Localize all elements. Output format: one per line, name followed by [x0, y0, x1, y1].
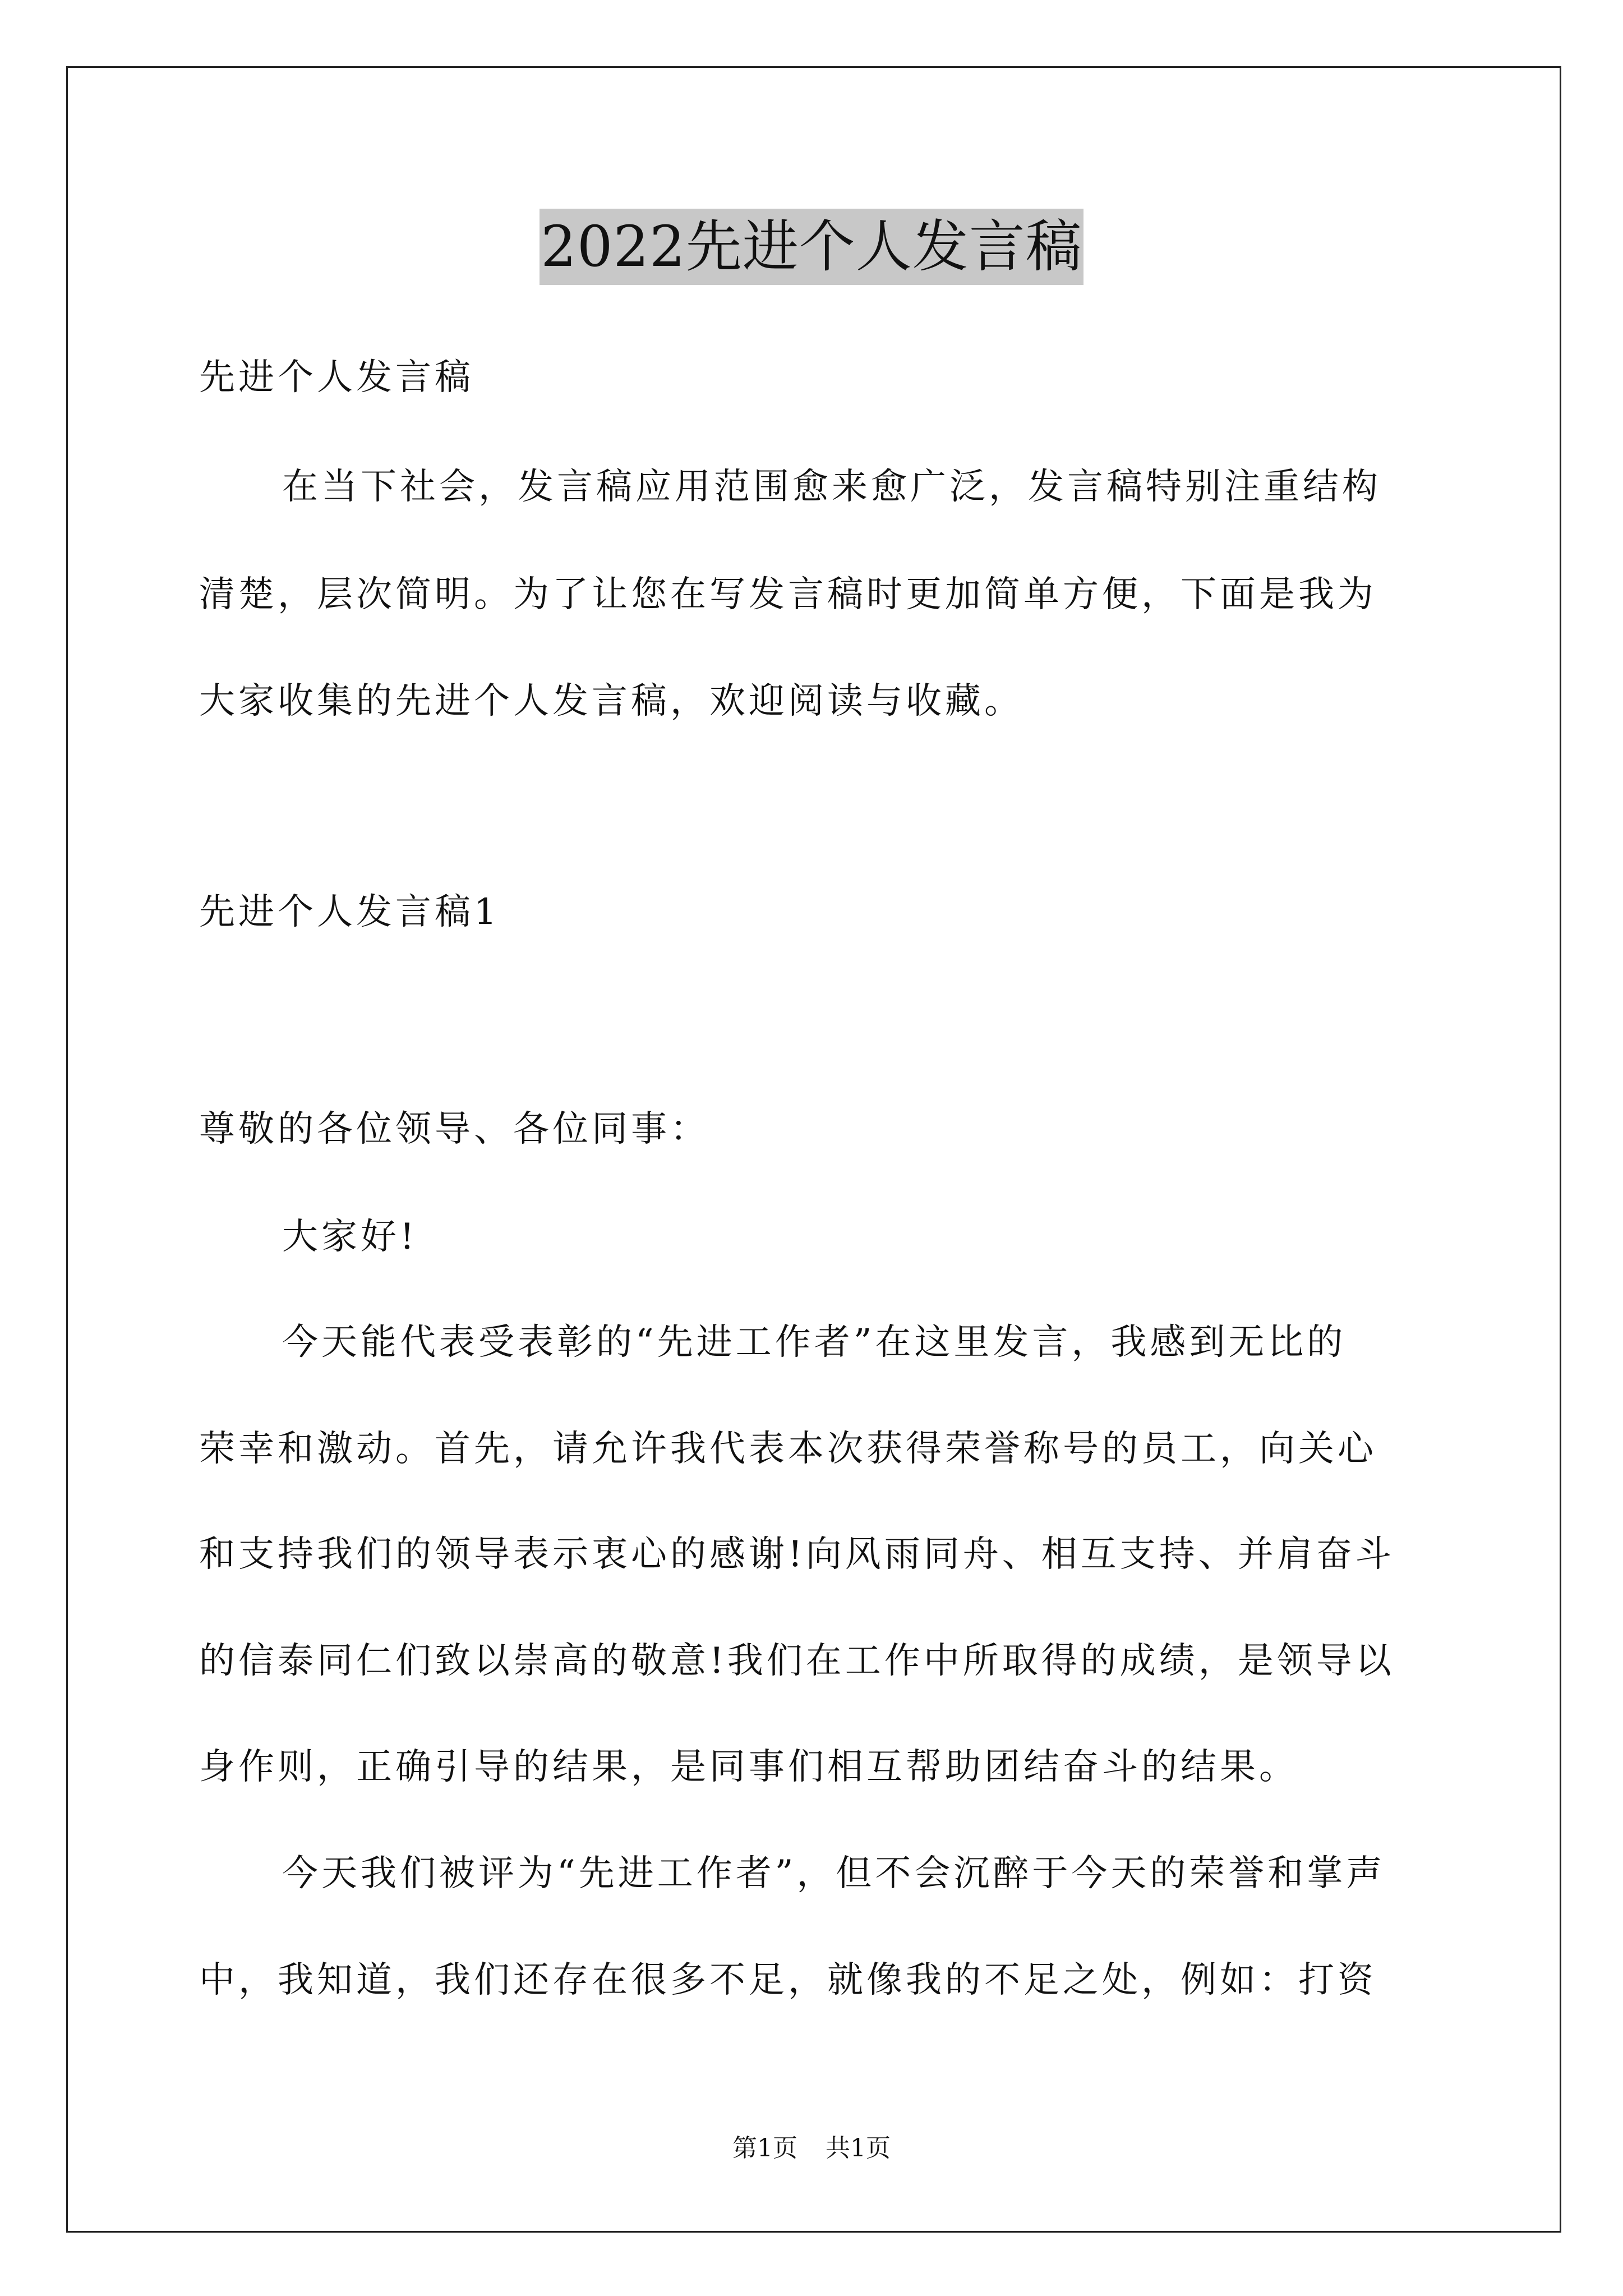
- para2-line-1: 今天我们被评为“先进工作者”，但不会沉醉于今天的荣誉和掌声: [282, 1853, 1386, 1894]
- title-container: [0, 209, 1623, 285]
- para1-line-5: 身作则，正确引导的结果，是同事们相互帮助团结奋斗的结果。: [199, 1746, 1298, 1788]
- para1-line-1: 今天能代表受表彰的“先进工作者”在这里发言，我感到无比的: [282, 1322, 1347, 1363]
- intro-line-3: 大家收集的先进个人发言稿，欢迎阅读与收藏。: [199, 680, 1023, 722]
- greeting: 大家好!: [282, 1216, 418, 1258]
- intro-line-1: 在当下社会，发言稿应用范围愈来愈广泛，发言稿特别注重结构: [282, 466, 1381, 508]
- salutation: 尊敬的各位领导、各位同事：: [199, 1108, 709, 1150]
- document-title: 2022先进个人发言稿: [540, 209, 1083, 285]
- page-number-total: 共1页: [826, 2134, 891, 2162]
- para1-line-2: 荣幸和激动。首先，请允许我代表本次获得荣誉称号的员工，向关心: [199, 1428, 1377, 1470]
- page-footer: [0, 2133, 1623, 2164]
- para2-line-2: 中，我知道，我们还存在很多不足，就像我的不足之处，例如：打资: [199, 1959, 1377, 2001]
- subheading: 先进个人发言稿: [199, 357, 474, 398]
- page-number-current: 第1页: [732, 2134, 797, 2162]
- section-title: 先进个人发言稿1: [199, 891, 500, 933]
- para1-line-3: 和支持我们的领导表示衷心的感谢!向风雨同舟、相互支持、并肩奋斗: [199, 1534, 1395, 1575]
- intro-line-2: 清楚，层次简明。为了让您在写发言稿时更加简单方便，下面是我为: [199, 574, 1377, 615]
- para1-line-4: 的信泰同仁们致以崇高的敬意!我们在工作中所取得的成绩，是领导以: [199, 1640, 1395, 1682]
